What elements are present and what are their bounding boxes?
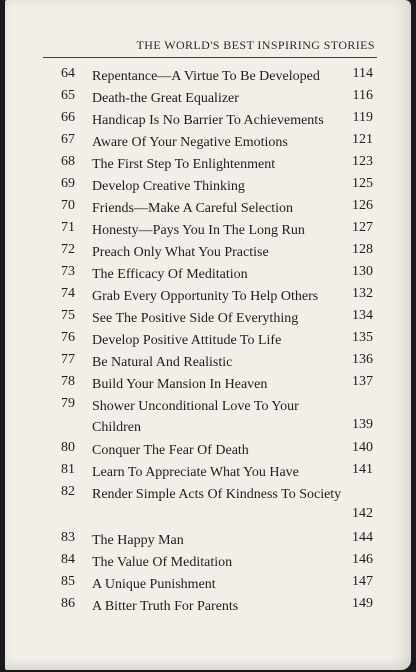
entry-page: 136 [352, 352, 373, 367]
entry-number: 85 [61, 574, 75, 589]
entry-page: 140 [352, 440, 373, 455]
entry-number: 82 [61, 484, 75, 499]
header-rule [43, 57, 377, 58]
entry-number: 65 [61, 88, 75, 103]
entry-title: Build Your Mansion In Heaven [92, 377, 268, 392]
entry-page: 125 [352, 176, 373, 191]
entry-page: 130 [352, 264, 373, 279]
entry-page: 119 [352, 110, 373, 125]
running-header: THE WORLD'S BEST INSPIRING STORIES [136, 38, 375, 52]
entry-title: The Value Of Meditation [92, 555, 233, 570]
entry-title: Handicap Is No Barrier To Achievements [92, 113, 324, 128]
entry-number: 73 [61, 264, 75, 279]
entry-title: The Happy Man [92, 533, 184, 548]
entry-title: Be Natural And Realistic [92, 355, 233, 370]
entry-page: 114 [352, 66, 373, 81]
entry-title: The First Step To Enlightenment [92, 157, 276, 172]
entry-number: 75 [61, 308, 75, 323]
entry-title: Develop Creative Thinking [92, 179, 245, 194]
entry-title: Death-the Great Equalizer [92, 91, 239, 106]
entry-page: 137 [352, 374, 373, 389]
entry-number: 71 [61, 220, 75, 235]
entry-number: 66 [61, 110, 75, 125]
entry-title: Conquer The Fear Of Death [92, 443, 249, 458]
entry-title: Honesty—Pays You In The Long Run [92, 223, 305, 238]
entry-title: Preach Only What You Practise [92, 245, 269, 260]
entry-page: 127 [352, 220, 373, 235]
entry-title: Friends—Make A Careful Selection [92, 201, 294, 216]
entry-number: 77 [61, 352, 75, 367]
entry-page: 128 [352, 242, 373, 257]
entry-number: 79 [61, 396, 75, 411]
entry-number: 74 [61, 286, 75, 301]
entry-number: 69 [61, 176, 75, 191]
entry-title: Aware Of Your Negative Emotions [92, 135, 288, 150]
entry-number: 86 [61, 596, 75, 611]
entry-number: 72 [61, 242, 75, 257]
entry-page: 144 [352, 530, 373, 545]
entry-number: 68 [61, 154, 75, 169]
entry-title: A Bitter Truth For Parents [92, 599, 239, 614]
entry-title: See The Positive Side Of Everything [92, 311, 299, 326]
entry-page: 135 [352, 330, 373, 345]
entry-page: 149 [352, 596, 373, 611]
entry-title: Learn To Appreciate What You Have [92, 465, 299, 480]
entry-page: 121 [352, 132, 373, 147]
entry-number: 80 [61, 440, 75, 455]
entry-page: 116 [352, 88, 373, 103]
entry-page: 126 [352, 198, 373, 213]
entry-number: 84 [61, 552, 75, 567]
entry-page: 139 [352, 417, 373, 432]
entry-title: The Efficacy Of Meditation [92, 267, 248, 282]
entry-page: 142 [352, 506, 373, 521]
entry-number: 81 [61, 462, 75, 477]
entry-page: 132 [352, 286, 373, 301]
entry-page: 146 [352, 552, 373, 567]
entry-title: A Unique Punishment [92, 577, 216, 592]
entry-title: Render Simple Acts Of Kindness To Society [92, 487, 342, 502]
entry-title: Grab Every Opportunity To Help Others [92, 289, 319, 304]
entry-number: 70 [61, 198, 75, 213]
entry-title: Repentance—A Virtue To Be Developed [92, 69, 320, 84]
entry-title: Develop Positive Attitude To Life [92, 333, 282, 348]
entry-number: 78 [61, 374, 75, 389]
entry-page: 147 [352, 574, 373, 589]
entry-title: Shower Unconditional Love To Your Children [92, 399, 299, 435]
entry-page: 134 [352, 308, 373, 323]
entry-page: 141 [352, 462, 373, 477]
entry-number: 64 [61, 66, 75, 81]
book-page [5, 0, 411, 670]
entry-number: 83 [61, 530, 75, 545]
entry-number: 67 [61, 132, 75, 147]
entry-page: 123 [352, 154, 373, 169]
entry-number: 76 [61, 330, 75, 345]
